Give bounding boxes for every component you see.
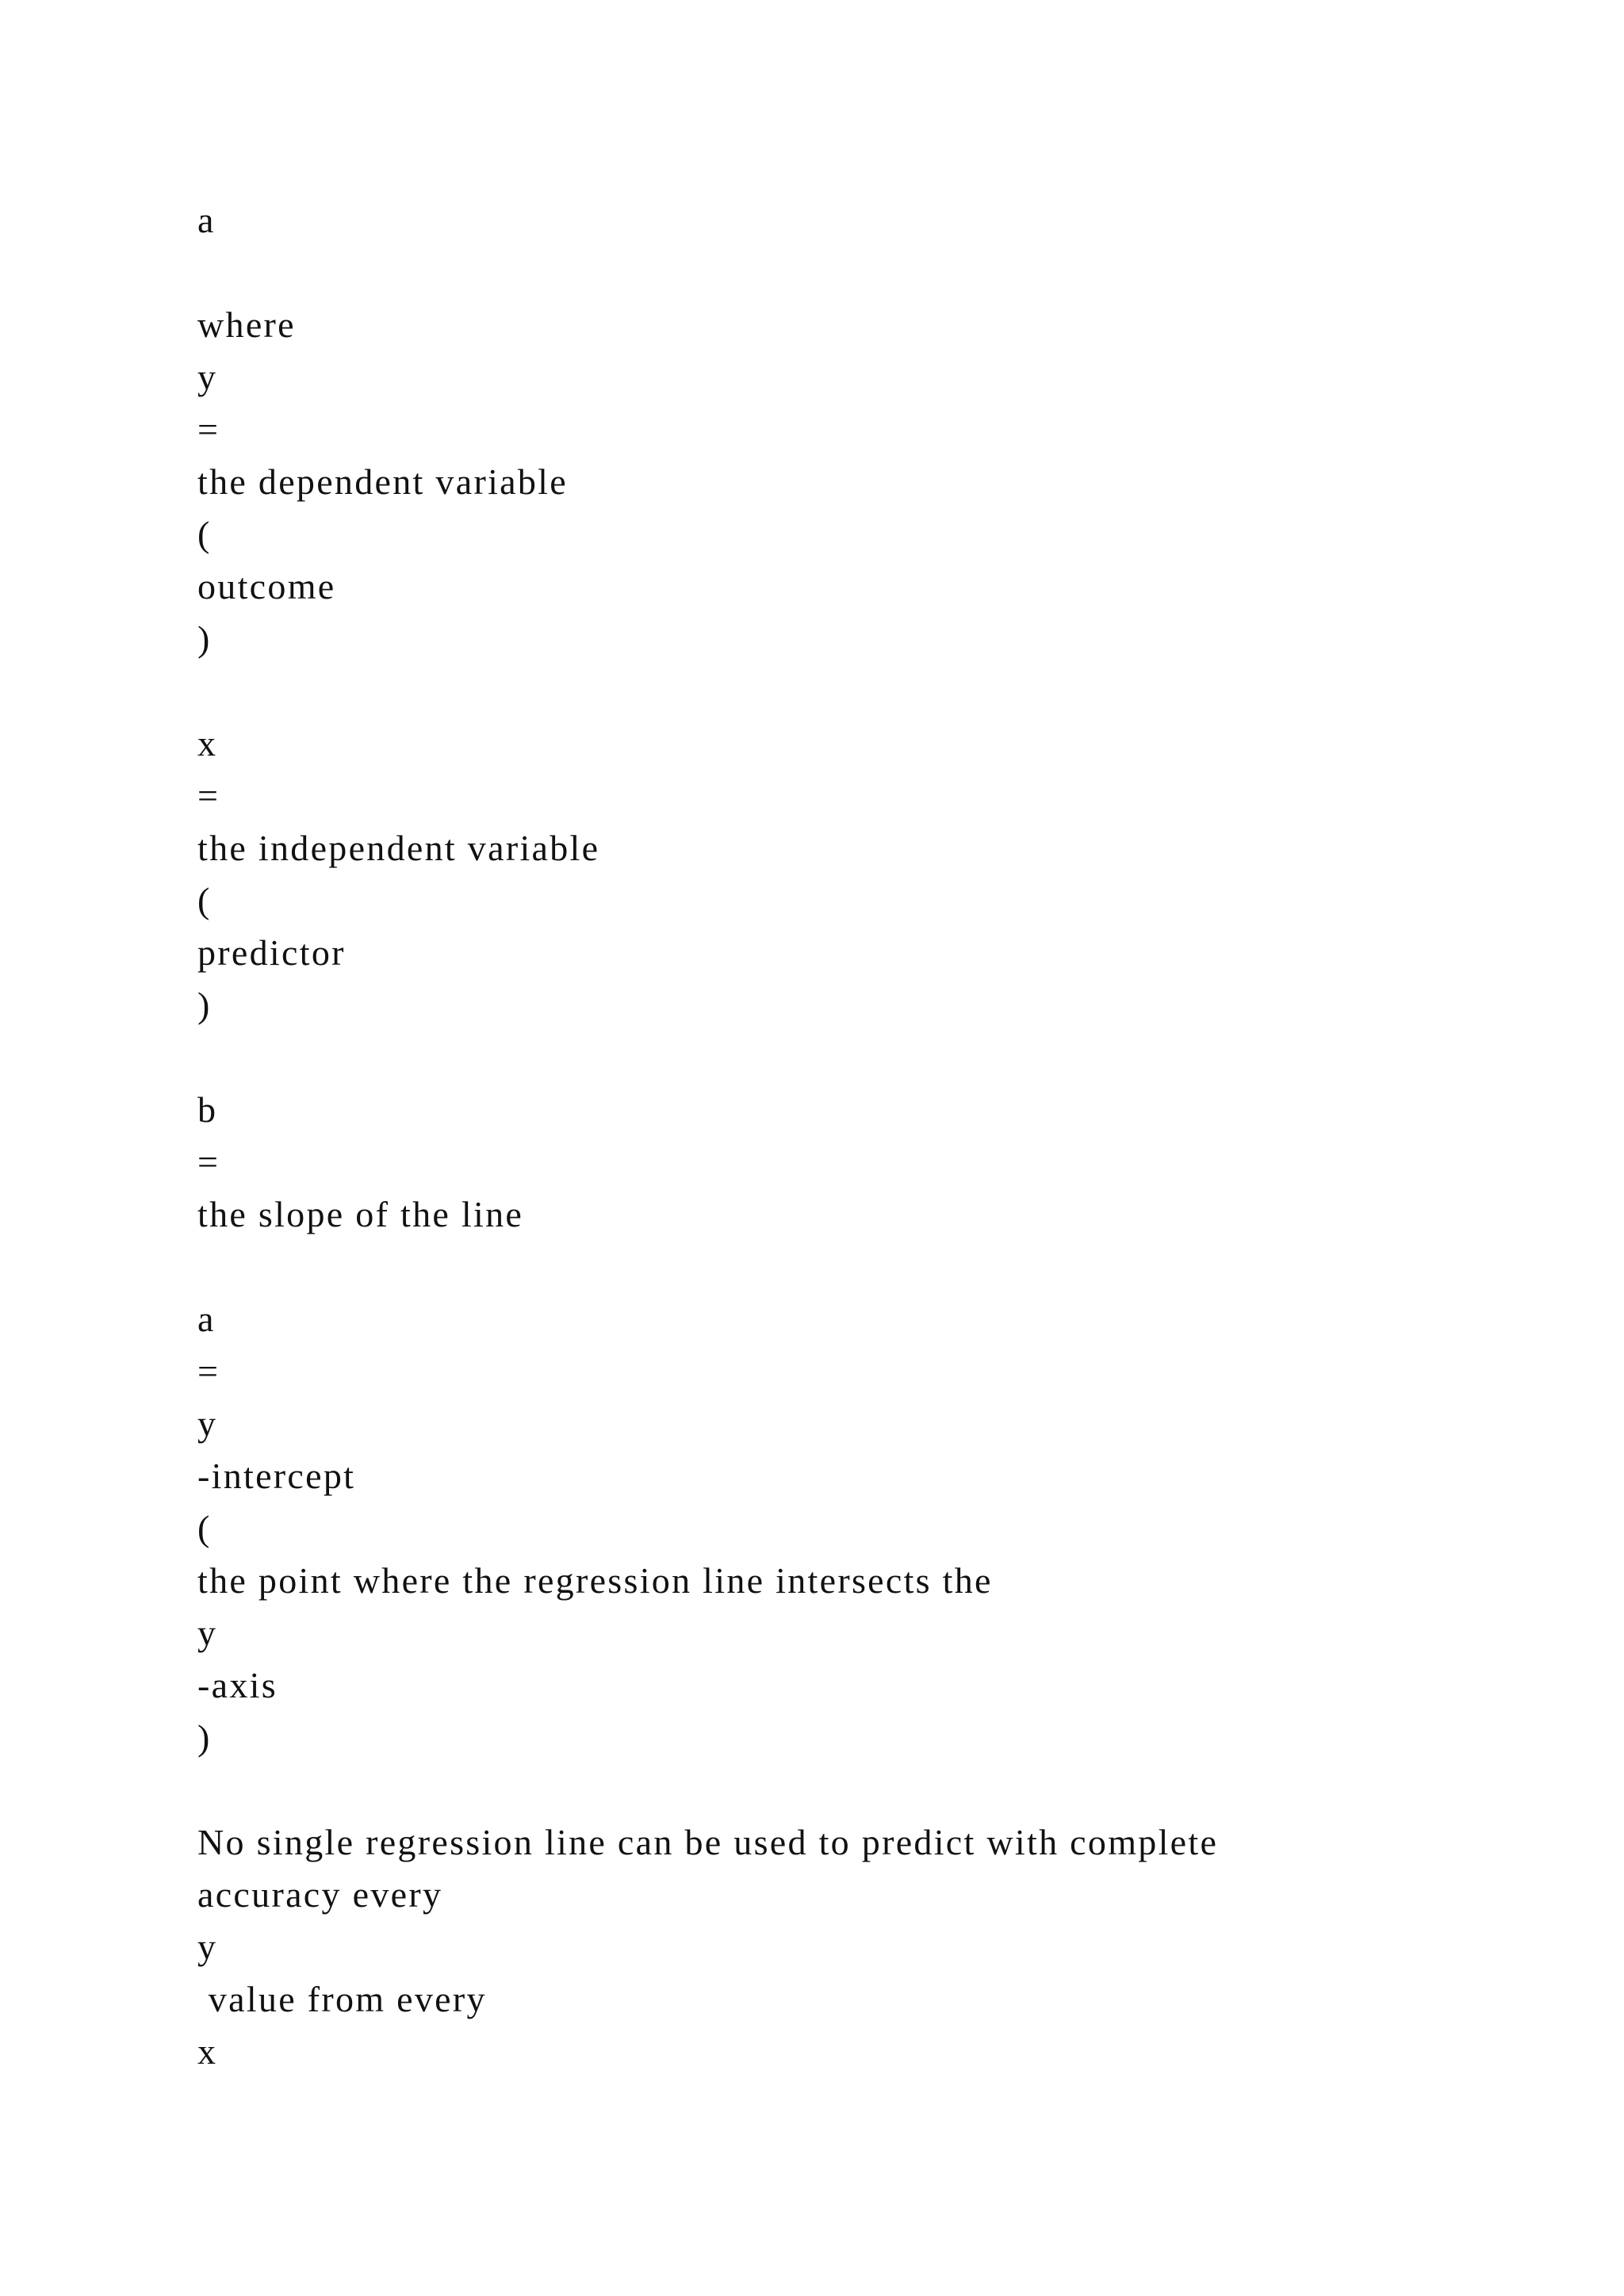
text-line: -intercept [197, 1456, 356, 1496]
text-line: = [197, 1142, 220, 1182]
text-line: = [197, 409, 220, 450]
text-line: y [197, 1613, 218, 1653]
text-line: No single regression line can be used to predict with complete [197, 1822, 1219, 1862]
text-line: the slope of the line [197, 1194, 524, 1234]
text-line: = [197, 1351, 220, 1391]
text-line: = [197, 775, 220, 816]
text-line: ) [197, 1717, 212, 1758]
text-line: y [197, 1927, 218, 1967]
text-line: y [197, 1403, 218, 1444]
text-line: b [197, 1089, 218, 1130]
text-line: value from every [197, 1979, 487, 2019]
text-line: the point where the regression line intersects the [197, 1560, 993, 1601]
text-line: predictor [197, 932, 346, 973]
text-line: accuracy every [197, 1874, 443, 1915]
text-line: y [197, 357, 218, 397]
text-line: the dependent variable [197, 461, 568, 502]
text-line: ( [197, 514, 212, 554]
text-line: the independent variable [197, 828, 600, 868]
text-line: a [197, 200, 216, 240]
text-line: ) [197, 618, 212, 659]
text-line: ) [197, 985, 212, 1025]
text-line: where [197, 304, 296, 345]
text-line: ( [197, 1508, 212, 1548]
text-line: a [197, 1299, 216, 1339]
text-line: ( [197, 880, 212, 920]
text-line: x [197, 723, 218, 763]
text-line: -axis [197, 1665, 278, 1705]
text-line: outcome [197, 566, 336, 607]
text-line: x [197, 2031, 218, 2072]
